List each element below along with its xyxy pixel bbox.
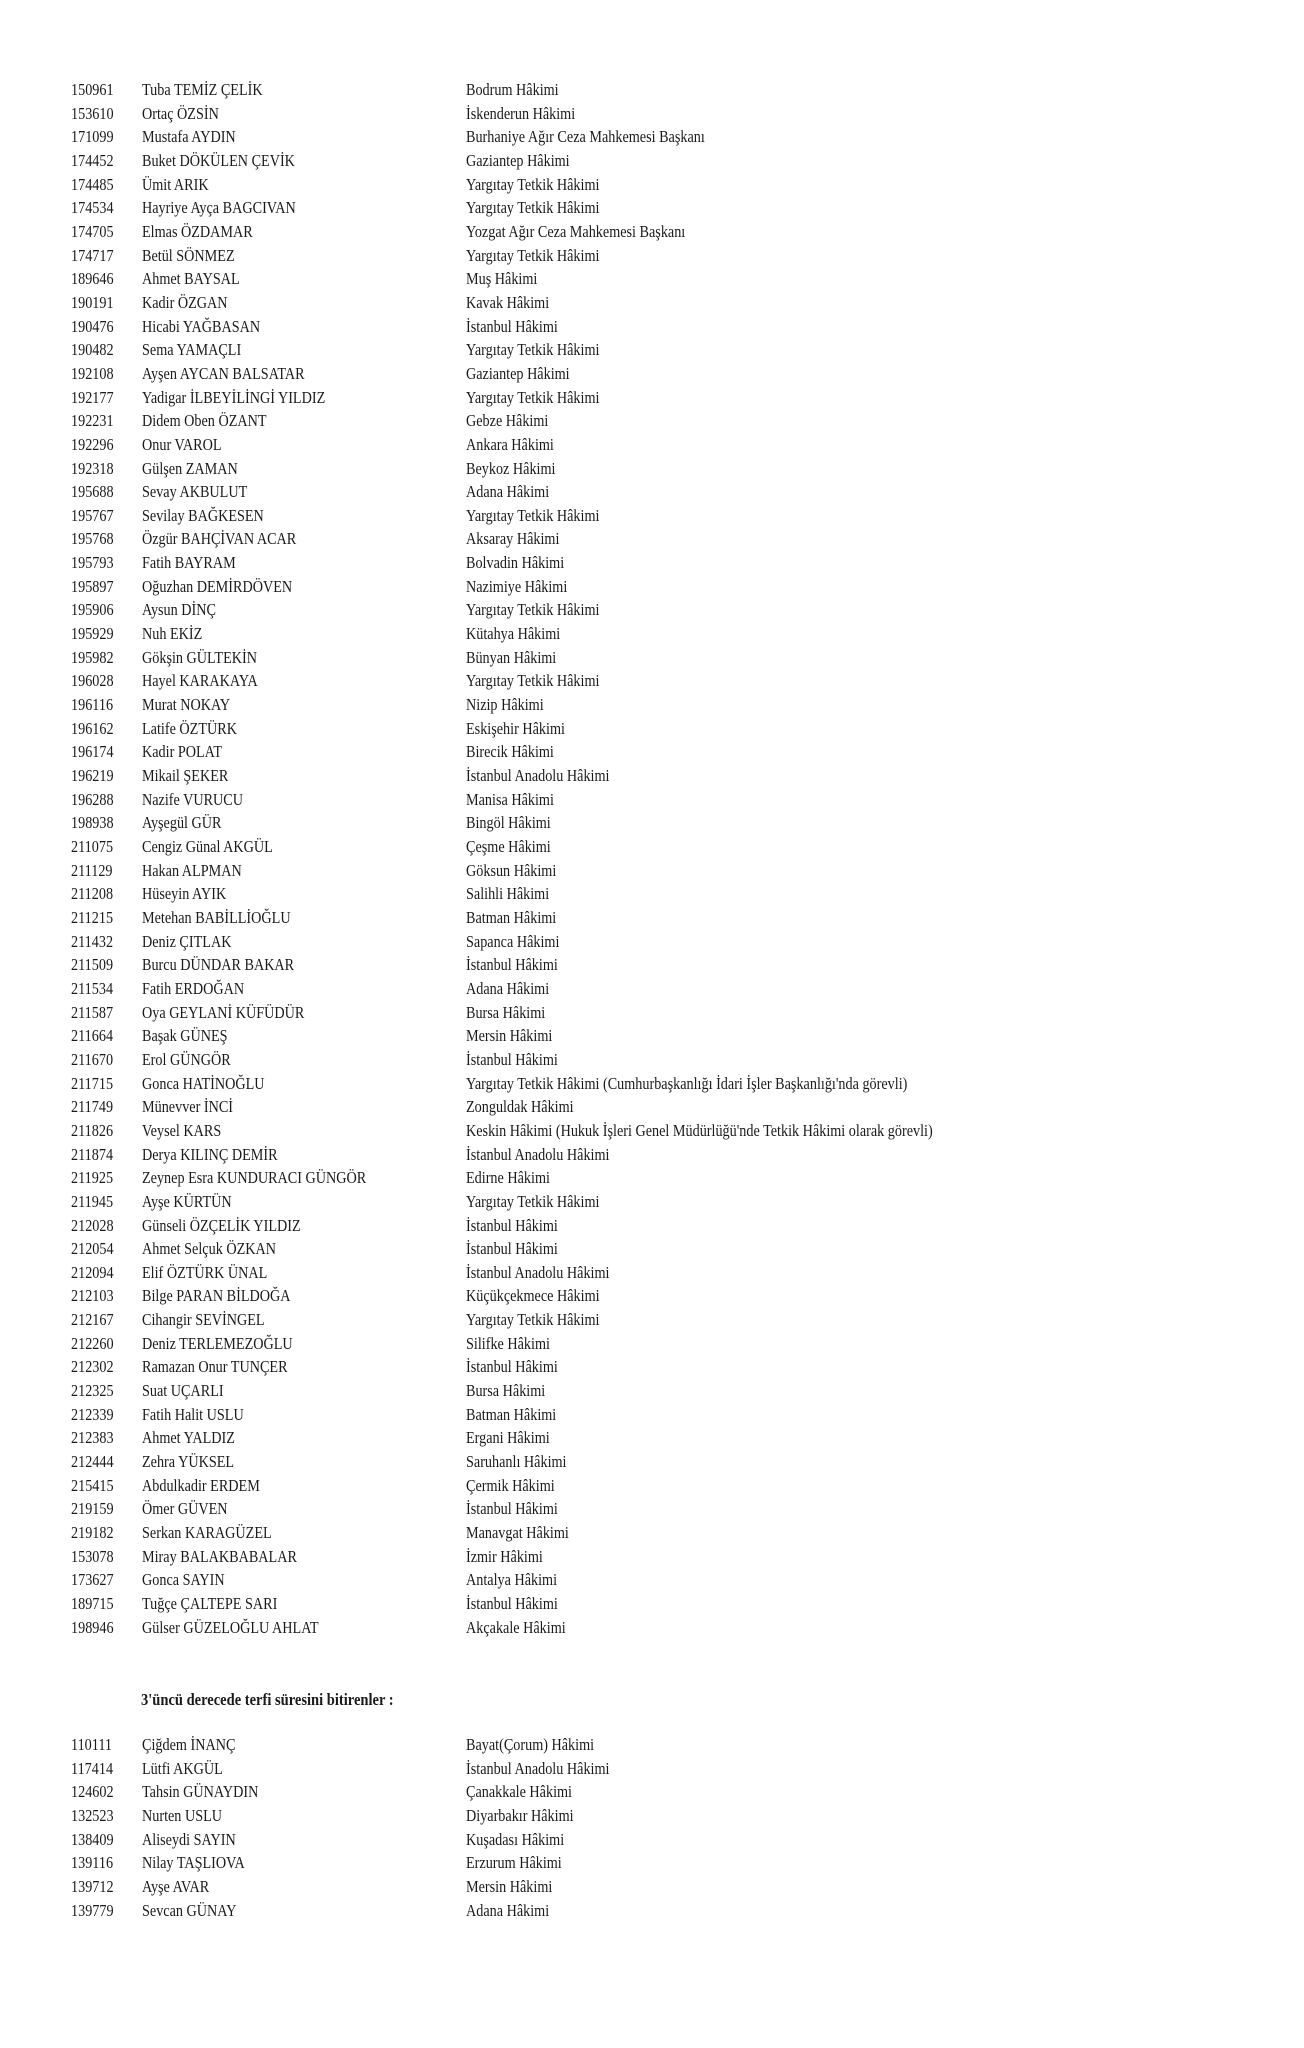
registry-number: 174717 bbox=[71, 245, 114, 265]
list-row bbox=[0, 551, 1304, 575]
registry-number: 117414 bbox=[71, 1758, 114, 1778]
list-row bbox=[0, 1119, 1304, 1143]
person-name: Oya GEYLANİ KÜFÜDÜR bbox=[142, 1002, 305, 1022]
list-row bbox=[0, 575, 1304, 599]
registry-number: 212444 bbox=[71, 1452, 114, 1472]
position-title: Gebze Hâkimi bbox=[466, 411, 549, 431]
registry-number: 174452 bbox=[71, 150, 114, 170]
person-name: Serkan KARAGÜZEL bbox=[142, 1523, 272, 1543]
list-row bbox=[0, 149, 1304, 173]
registry-number: 211945 bbox=[71, 1191, 114, 1211]
registry-number: 211215 bbox=[71, 907, 114, 927]
person-name: Münevver İNCİ bbox=[142, 1097, 234, 1117]
position-title: Bingöl Hâkimi bbox=[466, 813, 551, 833]
promotion-list bbox=[0, 78, 1304, 1639]
person-name: Başak GÜNEŞ bbox=[142, 1026, 228, 1046]
list-row bbox=[0, 953, 1304, 977]
registry-number: 139779 bbox=[71, 1900, 114, 1920]
list-row bbox=[0, 1048, 1304, 1072]
person-name: Didem Oben ÖZANT bbox=[142, 411, 267, 431]
list-row bbox=[0, 1426, 1304, 1450]
list-row bbox=[0, 598, 1304, 622]
list-row bbox=[0, 1001, 1304, 1025]
list-row bbox=[0, 409, 1304, 433]
registry-number: 174705 bbox=[71, 221, 114, 241]
registry-number: 195767 bbox=[71, 505, 114, 525]
position-title: Bodrum Hâkimi bbox=[466, 80, 559, 99]
person-name: Mustafa AYDIN bbox=[142, 127, 236, 147]
person-name: Latife ÖZTÜRK bbox=[142, 718, 237, 738]
position-title: Yargıtay Tetkik Hâkimi bbox=[466, 505, 600, 525]
person-name: Nuh EKİZ bbox=[142, 624, 203, 644]
list-row bbox=[0, 1190, 1304, 1214]
registry-number: 124602 bbox=[71, 1782, 114, 1802]
registry-number: 196116 bbox=[71, 695, 114, 715]
list-row bbox=[0, 527, 1304, 551]
registry-number: 211432 bbox=[71, 931, 114, 951]
person-name: Gonca HATİNOĞLU bbox=[142, 1073, 265, 1093]
list-row bbox=[0, 362, 1304, 386]
person-name: Nilay TAŞLIOVA bbox=[142, 1853, 245, 1873]
position-title: Adana Hâkimi bbox=[466, 1900, 550, 1920]
position-title: Yargıtay Tetkik Hâkimi bbox=[466, 671, 600, 691]
person-name: Ramazan Onur TUNÇER bbox=[142, 1357, 288, 1377]
registry-number: 212339 bbox=[71, 1404, 114, 1424]
position-title: Adana Hâkimi bbox=[466, 978, 550, 998]
person-name: Sevilay BAĞKESEN bbox=[142, 505, 264, 525]
registry-number: 189646 bbox=[71, 269, 114, 289]
person-name: Yadigar İLBEYİLİNGİ YILDIZ bbox=[142, 387, 326, 407]
position-title: Beykoz Hâkimi bbox=[466, 458, 556, 478]
registry-number: 153078 bbox=[71, 1546, 114, 1566]
list-row bbox=[0, 1804, 1304, 1828]
registry-number: 212325 bbox=[71, 1381, 114, 1401]
list-row bbox=[0, 1284, 1304, 1308]
registry-number: 192318 bbox=[71, 458, 114, 478]
position-title: İstanbul Hâkimi bbox=[466, 1357, 558, 1377]
position-title: Küçükçekmece Hâkimi bbox=[466, 1286, 600, 1306]
person-name: Hüseyin AYIK bbox=[142, 884, 227, 904]
list-row bbox=[0, 1308, 1304, 1332]
position-title: Bursa Hâkimi bbox=[466, 1002, 546, 1022]
position-title: Manisa Hâkimi bbox=[466, 789, 554, 809]
position-title: Kuşadası Hâkimi bbox=[466, 1829, 565, 1849]
registry-number: 196162 bbox=[71, 718, 114, 738]
list-row bbox=[0, 1521, 1304, 1545]
person-name: Zeynep Esra KUNDURACI GÜNGÖR bbox=[142, 1168, 367, 1188]
list-row bbox=[0, 1166, 1304, 1190]
registry-number: 192231 bbox=[71, 411, 114, 431]
position-title: İstanbul Hâkimi bbox=[466, 1239, 558, 1259]
list-row bbox=[0, 1072, 1304, 1096]
registry-number: 174485 bbox=[71, 174, 114, 194]
person-name: Onur VAROL bbox=[142, 434, 222, 454]
person-name: Miray BALAKBABALAR bbox=[142, 1546, 297, 1566]
person-name: Kadir ÖZGAN bbox=[142, 292, 228, 312]
person-name: Hicabi YAĞBASAN bbox=[142, 316, 261, 336]
registry-number: 219159 bbox=[71, 1499, 114, 1519]
list-row bbox=[0, 622, 1304, 646]
list-row bbox=[0, 859, 1304, 883]
position-title: Diyarbakır Hâkimi bbox=[466, 1805, 574, 1825]
registry-number: 215415 bbox=[71, 1475, 114, 1495]
registry-number: 198938 bbox=[71, 813, 114, 833]
person-name: Nazife VURUCU bbox=[142, 789, 244, 809]
registry-number: 173627 bbox=[71, 1570, 114, 1590]
position-title: Adana Hâkimi bbox=[466, 482, 550, 502]
person-name: Ayşegül GÜR bbox=[142, 813, 222, 833]
list-row bbox=[0, 717, 1304, 741]
list-row bbox=[0, 78, 1304, 102]
position-title: İstanbul Anadolu Hâkimi bbox=[466, 1262, 610, 1282]
person-name: Lütfi AKGÜL bbox=[142, 1758, 223, 1778]
person-name: Aysun DİNÇ bbox=[142, 600, 216, 620]
third-degree-list bbox=[0, 1733, 1304, 1922]
position-title: Birecik Hâkimi bbox=[466, 742, 554, 762]
list-row bbox=[0, 291, 1304, 315]
position-title: Yargıtay Tetkik Hâkimi bbox=[466, 174, 600, 194]
list-row bbox=[0, 882, 1304, 906]
position-title: Göksun Hâkimi bbox=[466, 860, 557, 880]
position-title: Çermik Hâkimi bbox=[466, 1475, 555, 1495]
registry-number: 138409 bbox=[71, 1829, 114, 1849]
person-name: Elmas ÖZDAMAR bbox=[142, 221, 253, 241]
position-title: Yargıtay Tetkik Hâkimi (Cumhurbaşkanlığı İdari İşler Başkanlığı'nda görevli) bbox=[466, 1073, 908, 1093]
person-name: Sema YAMAÇLI bbox=[142, 340, 242, 360]
person-name: Mikail ŞEKER bbox=[142, 766, 229, 786]
list-row bbox=[0, 433, 1304, 457]
list-row bbox=[0, 1214, 1304, 1238]
person-name: Çiğdem İNANÇ bbox=[142, 1735, 236, 1754]
list-row bbox=[0, 1733, 1304, 1757]
person-name: Gülşen ZAMAN bbox=[142, 458, 238, 478]
person-name: Cengiz Günal AKGÜL bbox=[142, 837, 273, 856]
position-title: Sapanca Hâkimi bbox=[466, 931, 560, 951]
position-title: Bünyan Hâkimi bbox=[466, 647, 557, 667]
list-row bbox=[0, 811, 1304, 835]
position-title: İstanbul Hâkimi bbox=[466, 316, 558, 336]
registry-number: 190191 bbox=[71, 292, 114, 312]
position-title: Saruhanlı Hâkimi bbox=[466, 1452, 567, 1472]
list-row bbox=[0, 1450, 1304, 1474]
registry-number: 132523 bbox=[71, 1805, 114, 1825]
person-name: Veysel KARS bbox=[142, 1120, 222, 1140]
list-row bbox=[0, 669, 1304, 693]
person-name: Burcu DÜNDAR BAKAR bbox=[142, 955, 295, 975]
person-name: Tuba TEMİZ ÇELİK bbox=[142, 80, 263, 99]
list-row bbox=[0, 102, 1304, 126]
person-name: Fatih Halit USLU bbox=[142, 1404, 244, 1424]
position-title: Yargıtay Tetkik Hâkimi bbox=[466, 600, 600, 620]
list-row bbox=[0, 906, 1304, 930]
position-title: Erzurum Hâkimi bbox=[466, 1853, 562, 1873]
person-name: Deniz TERLEMEZOĞLU bbox=[142, 1333, 293, 1353]
registry-number: 211208 bbox=[71, 884, 114, 904]
registry-number: 211664 bbox=[71, 1026, 114, 1046]
registry-number: 196288 bbox=[71, 789, 114, 809]
list-row bbox=[0, 480, 1304, 504]
list-row bbox=[0, 1875, 1304, 1899]
list-row bbox=[0, 646, 1304, 670]
person-name: Hayriye Ayça BAGCIVAN bbox=[142, 198, 296, 218]
list-row bbox=[0, 1261, 1304, 1285]
registry-number: 211715 bbox=[71, 1073, 114, 1093]
list-row bbox=[0, 1899, 1304, 1923]
registry-number: 212054 bbox=[71, 1239, 114, 1259]
position-title: Ankara Hâkimi bbox=[466, 434, 554, 454]
person-name: Nurten USLU bbox=[142, 1805, 223, 1825]
person-name: Metehan BABİLLİOĞLU bbox=[142, 907, 291, 927]
registry-number: 171099 bbox=[71, 127, 114, 147]
registry-number: 211075 bbox=[71, 837, 114, 856]
list-row bbox=[0, 1143, 1304, 1167]
position-title: Batman Hâkimi bbox=[466, 1404, 557, 1424]
registry-number: 212302 bbox=[71, 1357, 114, 1377]
registry-number: 211826 bbox=[71, 1120, 114, 1140]
list-row bbox=[0, 740, 1304, 764]
person-name: Bilge PARAN BİLDOĞA bbox=[142, 1286, 291, 1306]
position-title: Nazimiye Hâkimi bbox=[466, 576, 568, 596]
person-name: Ümit ARIK bbox=[142, 174, 209, 194]
person-name: Ahmet BAYSAL bbox=[142, 269, 240, 289]
position-title: İstanbul Anadolu Hâkimi bbox=[466, 766, 610, 786]
registry-number: 212028 bbox=[71, 1215, 114, 1235]
position-title: Keskin Hâkimi (Hukuk İşleri Genel Müdürlüğü'nde Tetkik Hâkimi olarak görevli) bbox=[466, 1120, 933, 1140]
person-name: Sevay AKBULUT bbox=[142, 482, 248, 502]
list-row bbox=[0, 1545, 1304, 1569]
registry-number: 189715 bbox=[71, 1594, 114, 1613]
position-title: Yargıtay Tetkik Hâkimi bbox=[466, 1191, 600, 1211]
position-title: İzmir Hâkimi bbox=[466, 1546, 543, 1566]
list-row bbox=[0, 504, 1304, 528]
person-name: Ayşe KÜRTÜN bbox=[142, 1191, 232, 1211]
position-title: Çanakkale Hâkimi bbox=[466, 1782, 573, 1802]
list-row bbox=[0, 125, 1304, 149]
person-name: Hakan ALPMAN bbox=[142, 860, 242, 880]
position-title: Çeşme Hâkimi bbox=[466, 837, 551, 856]
position-title: Yargıtay Tetkik Hâkimi bbox=[466, 387, 600, 407]
position-title: Eskişehir Hâkimi bbox=[466, 718, 565, 738]
registry-number: 190482 bbox=[71, 340, 114, 360]
registry-number: 195906 bbox=[71, 600, 114, 620]
registry-number: 195768 bbox=[71, 529, 114, 549]
person-name: Fatih BAYRAM bbox=[142, 553, 236, 573]
position-title: Zonguldak Hâkimi bbox=[466, 1097, 574, 1117]
position-title: İstanbul Anadolu Hâkimi bbox=[466, 1758, 610, 1778]
person-name: Ayşe AVAR bbox=[142, 1876, 210, 1896]
list-row bbox=[0, 1497, 1304, 1521]
position-title: İstanbul Hâkimi bbox=[466, 1594, 558, 1613]
registry-number: 196219 bbox=[71, 766, 114, 786]
position-title: Bayat(Çorum) Hâkimi bbox=[466, 1735, 595, 1754]
list-row bbox=[0, 1828, 1304, 1852]
registry-number: 150961 bbox=[71, 80, 114, 99]
section-heading: 3'üncü derecede terfi süresini bitirenler : bbox=[141, 1690, 394, 1709]
registry-number: 195982 bbox=[71, 647, 114, 667]
position-title: Kütahya Hâkimi bbox=[466, 624, 561, 644]
registry-number: 195688 bbox=[71, 482, 114, 502]
list-row bbox=[0, 386, 1304, 410]
registry-number: 195897 bbox=[71, 576, 114, 596]
person-name: Sevcan GÜNAY bbox=[142, 1900, 237, 1920]
person-name: Zehra YÜKSEL bbox=[142, 1452, 235, 1472]
list-row bbox=[0, 1568, 1304, 1592]
person-name: Betül SÖNMEZ bbox=[142, 245, 235, 265]
person-name: Gökşin GÜLTEKİN bbox=[142, 647, 257, 667]
position-title: Ergani Hâkimi bbox=[466, 1428, 550, 1448]
registry-number: 211509 bbox=[71, 955, 114, 975]
person-name: Oğuzhan DEMİRDÖVEN bbox=[142, 576, 293, 596]
registry-number: 211749 bbox=[71, 1097, 114, 1117]
registry-number: 211925 bbox=[71, 1168, 114, 1188]
person-name: Elif ÖZTÜRK ÜNAL bbox=[142, 1262, 268, 1282]
list-row bbox=[0, 930, 1304, 954]
position-title: Gaziantep Hâkimi bbox=[466, 150, 570, 170]
registry-number: 196028 bbox=[71, 671, 114, 691]
registry-number: 195929 bbox=[71, 624, 114, 644]
position-title: Mersin Hâkimi bbox=[466, 1876, 553, 1896]
list-row bbox=[0, 457, 1304, 481]
position-title: İskenderun Hâkimi bbox=[466, 103, 576, 123]
registry-number: 190476 bbox=[71, 316, 114, 336]
list-row bbox=[0, 220, 1304, 244]
person-name: Cihangir SEVİNGEL bbox=[142, 1310, 265, 1330]
list-row bbox=[0, 977, 1304, 1001]
registry-number: 212094 bbox=[71, 1262, 114, 1282]
list-row bbox=[0, 1024, 1304, 1048]
registry-number: 219182 bbox=[71, 1523, 114, 1543]
person-name: Murat NOKAY bbox=[142, 695, 231, 715]
person-name: Aliseydi SAYIN bbox=[142, 1829, 236, 1849]
position-title: Akçakale Hâkimi bbox=[466, 1617, 566, 1637]
person-name: Kadir POLAT bbox=[142, 742, 223, 762]
person-name: Buket DÖKÜLEN ÇEVİK bbox=[142, 150, 295, 170]
person-name: Günseli ÖZÇELİK YILDIZ bbox=[142, 1215, 301, 1235]
list-row bbox=[0, 315, 1304, 339]
position-title: Manavgat Hâkimi bbox=[466, 1523, 569, 1543]
registry-number: 211874 bbox=[71, 1144, 114, 1164]
registry-number: 212260 bbox=[71, 1333, 114, 1353]
registry-number: 198946 bbox=[71, 1617, 114, 1637]
list-row bbox=[0, 1757, 1304, 1781]
position-title: İstanbul Hâkimi bbox=[466, 1215, 558, 1235]
registry-number: 192296 bbox=[71, 434, 114, 454]
registry-number: 212167 bbox=[71, 1310, 114, 1330]
position-title: İstanbul Hâkimi bbox=[466, 1049, 558, 1069]
position-title: Bursa Hâkimi bbox=[466, 1381, 546, 1401]
list-row bbox=[0, 1237, 1304, 1261]
person-name: Ortaç ÖZSİN bbox=[142, 103, 219, 123]
registry-number: 212383 bbox=[71, 1428, 114, 1448]
position-title: Gaziantep Hâkimi bbox=[466, 363, 570, 383]
registry-number: 139712 bbox=[71, 1876, 114, 1896]
list-row bbox=[0, 244, 1304, 268]
person-name: Özgür BAHÇİVAN ACAR bbox=[142, 529, 297, 549]
position-title: Yargıtay Tetkik Hâkimi bbox=[466, 340, 600, 360]
person-name: Hayel KARAKAYA bbox=[142, 671, 258, 691]
registry-number: 192108 bbox=[71, 363, 114, 383]
position-title: Muş Hâkimi bbox=[466, 269, 538, 289]
registry-number: 174534 bbox=[71, 198, 114, 218]
registry-number: 211534 bbox=[71, 978, 114, 998]
list-row bbox=[0, 1780, 1304, 1804]
registry-number: 212103 bbox=[71, 1286, 114, 1306]
list-row bbox=[0, 196, 1304, 220]
position-title: Silifke Hâkimi bbox=[466, 1333, 550, 1353]
person-name: Tahsin GÜNAYDIN bbox=[142, 1782, 259, 1802]
person-name: Fatih ERDOĞAN bbox=[142, 978, 245, 998]
position-title: Aksaray Hâkimi bbox=[466, 529, 560, 549]
list-row bbox=[0, 1332, 1304, 1356]
position-title: Mersin Hâkimi bbox=[466, 1026, 553, 1046]
person-name: Abdulkadir ERDEM bbox=[142, 1475, 260, 1495]
position-title: Yargıtay Tetkik Hâkimi bbox=[466, 1310, 600, 1330]
position-title: Nizip Hâkimi bbox=[466, 695, 544, 715]
position-title: Edirne Hâkimi bbox=[466, 1168, 550, 1188]
position-title: Salihli Hâkimi bbox=[466, 884, 550, 904]
registry-number: 195793 bbox=[71, 553, 114, 573]
registry-number: 192177 bbox=[71, 387, 114, 407]
position-title: Yargıtay Tetkik Hâkimi bbox=[466, 245, 600, 265]
position-title: İstanbul Hâkimi bbox=[466, 1499, 558, 1519]
person-name: Suat UÇARLI bbox=[142, 1381, 224, 1401]
registry-number: 139116 bbox=[71, 1853, 114, 1873]
person-name: Gülser GÜZELOĞLU AHLAT bbox=[142, 1617, 319, 1637]
list-row bbox=[0, 173, 1304, 197]
position-title: Kavak Hâkimi bbox=[466, 292, 550, 312]
person-name: Ahmet YALDIZ bbox=[142, 1428, 235, 1448]
person-name: Gonca SAYIN bbox=[142, 1570, 225, 1590]
registry-number: 211129 bbox=[71, 860, 113, 880]
person-name: Erol GÜNGÖR bbox=[142, 1049, 231, 1069]
registry-number: 196174 bbox=[71, 742, 114, 762]
person-name: Derya KILINÇ DEMİR bbox=[142, 1144, 278, 1164]
registry-number: 110111 bbox=[71, 1735, 112, 1754]
list-row bbox=[0, 267, 1304, 291]
position-title: Bolvadin Hâkimi bbox=[466, 553, 565, 573]
list-row bbox=[0, 764, 1304, 788]
list-row bbox=[0, 835, 1304, 859]
person-name: Tuğçe ÇALTEPE SARI bbox=[142, 1594, 278, 1613]
list-row bbox=[0, 1592, 1304, 1616]
person-name: Ayşen AYCAN BALSATAR bbox=[142, 363, 305, 383]
position-title: Yargıtay Tetkik Hâkimi bbox=[466, 198, 600, 218]
list-row bbox=[0, 1474, 1304, 1498]
list-row bbox=[0, 1095, 1304, 1119]
list-row bbox=[0, 1403, 1304, 1427]
position-title: Yozgat Ağır Ceza Mahkemesi Başkanı bbox=[466, 221, 686, 241]
list-row bbox=[0, 1616, 1304, 1640]
registry-number: 211670 bbox=[71, 1049, 114, 1069]
person-name: Deniz ÇITLAK bbox=[142, 931, 232, 951]
list-row bbox=[0, 1355, 1304, 1379]
list-row bbox=[0, 1851, 1304, 1875]
position-title: Burhaniye Ağır Ceza Mahkemesi Başkanı bbox=[466, 127, 705, 147]
registry-number: 211587 bbox=[71, 1002, 114, 1022]
list-row bbox=[0, 1379, 1304, 1403]
position-title: Antalya Hâkimi bbox=[466, 1570, 558, 1590]
position-title: İstanbul Anadolu Hâkimi bbox=[466, 1144, 610, 1164]
position-title: İstanbul Hâkimi bbox=[466, 955, 558, 975]
list-row bbox=[0, 338, 1304, 362]
list-row bbox=[0, 788, 1304, 812]
person-name: Ömer GÜVEN bbox=[142, 1499, 228, 1519]
registry-number: 153610 bbox=[71, 103, 114, 123]
list-row bbox=[0, 693, 1304, 717]
person-name: Ahmet Selçuk ÖZKAN bbox=[142, 1239, 276, 1259]
position-title: Batman Hâkimi bbox=[466, 907, 557, 927]
